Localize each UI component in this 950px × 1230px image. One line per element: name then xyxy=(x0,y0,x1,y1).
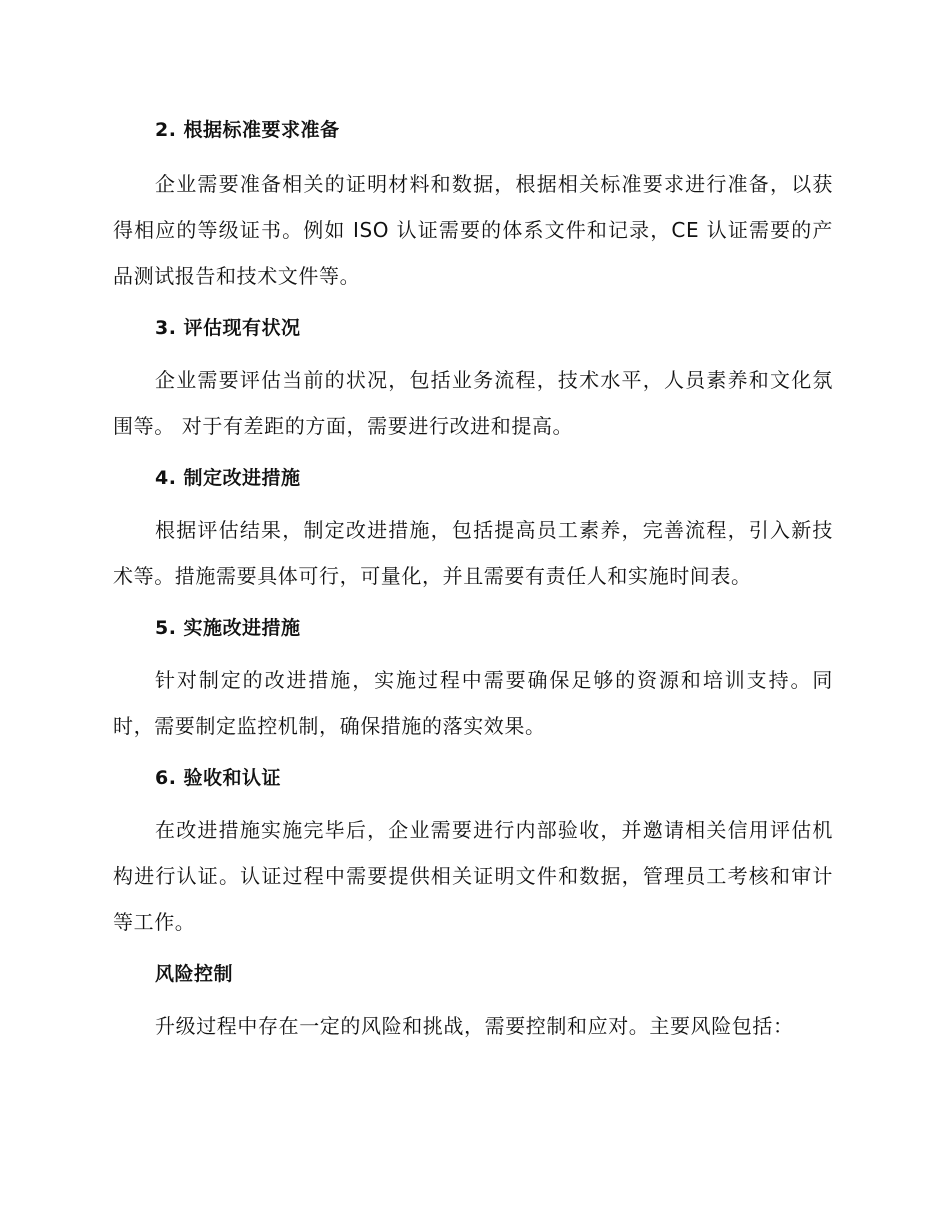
section-heading-risk: 风险控制 xyxy=(155,963,234,985)
section-heading-prepare: 2. 根据标准要求准备 xyxy=(155,119,340,141)
section-body-assess: 企业需要评估当前的状况，包括业务流程，技术水平，人员素养和文化氛围等。 对于有差距的方面，需要进行改进和提高。 xyxy=(113,368,833,438)
section-heading-implement: 5. 实施改进措施 xyxy=(155,617,301,639)
section-body-plan: 根据评估结果，制定改进措施，包括提高员工素养，完善流程，引入新技术等。措施需要具体可行，可量化，并且需要有责任人和实施时间表。 xyxy=(113,518,833,588)
section-body-certify: 在改进措施实施完毕后，企业需要进行内部验收，并邀请相关信用评估机构进行认证。认证过程中需要提供相关证明文件和数据，管理员工考核和审计等工作。 xyxy=(113,818,833,934)
section-body-prepare: 企业需要准备相关的证明材料和数据，根据相关标准要求进行准备，以获得相应的等级证书。例如 ISO 认证需要的体系文件和记录，CE 认证需要的产品测试报告和技术文件等。 xyxy=(113,172,833,288)
section-body-implement: 针对制定的改进措施，实施过程中需要确保足够的资源和培训支持。同时，需要制定监控机制，确保措施的落实效果。 xyxy=(113,668,833,738)
document-page xyxy=(113,108,833,1049)
section-heading-plan: 4. 制定改进措施 xyxy=(155,467,301,489)
section-heading-assess: 3. 评估现有状况 xyxy=(155,317,301,339)
section-body-risk: 升级过程中存在一定的风险和挑战，需要控制和应对。主要风险包括： xyxy=(155,1014,794,1038)
section-heading-certify: 6. 验收和认证 xyxy=(155,767,282,789)
